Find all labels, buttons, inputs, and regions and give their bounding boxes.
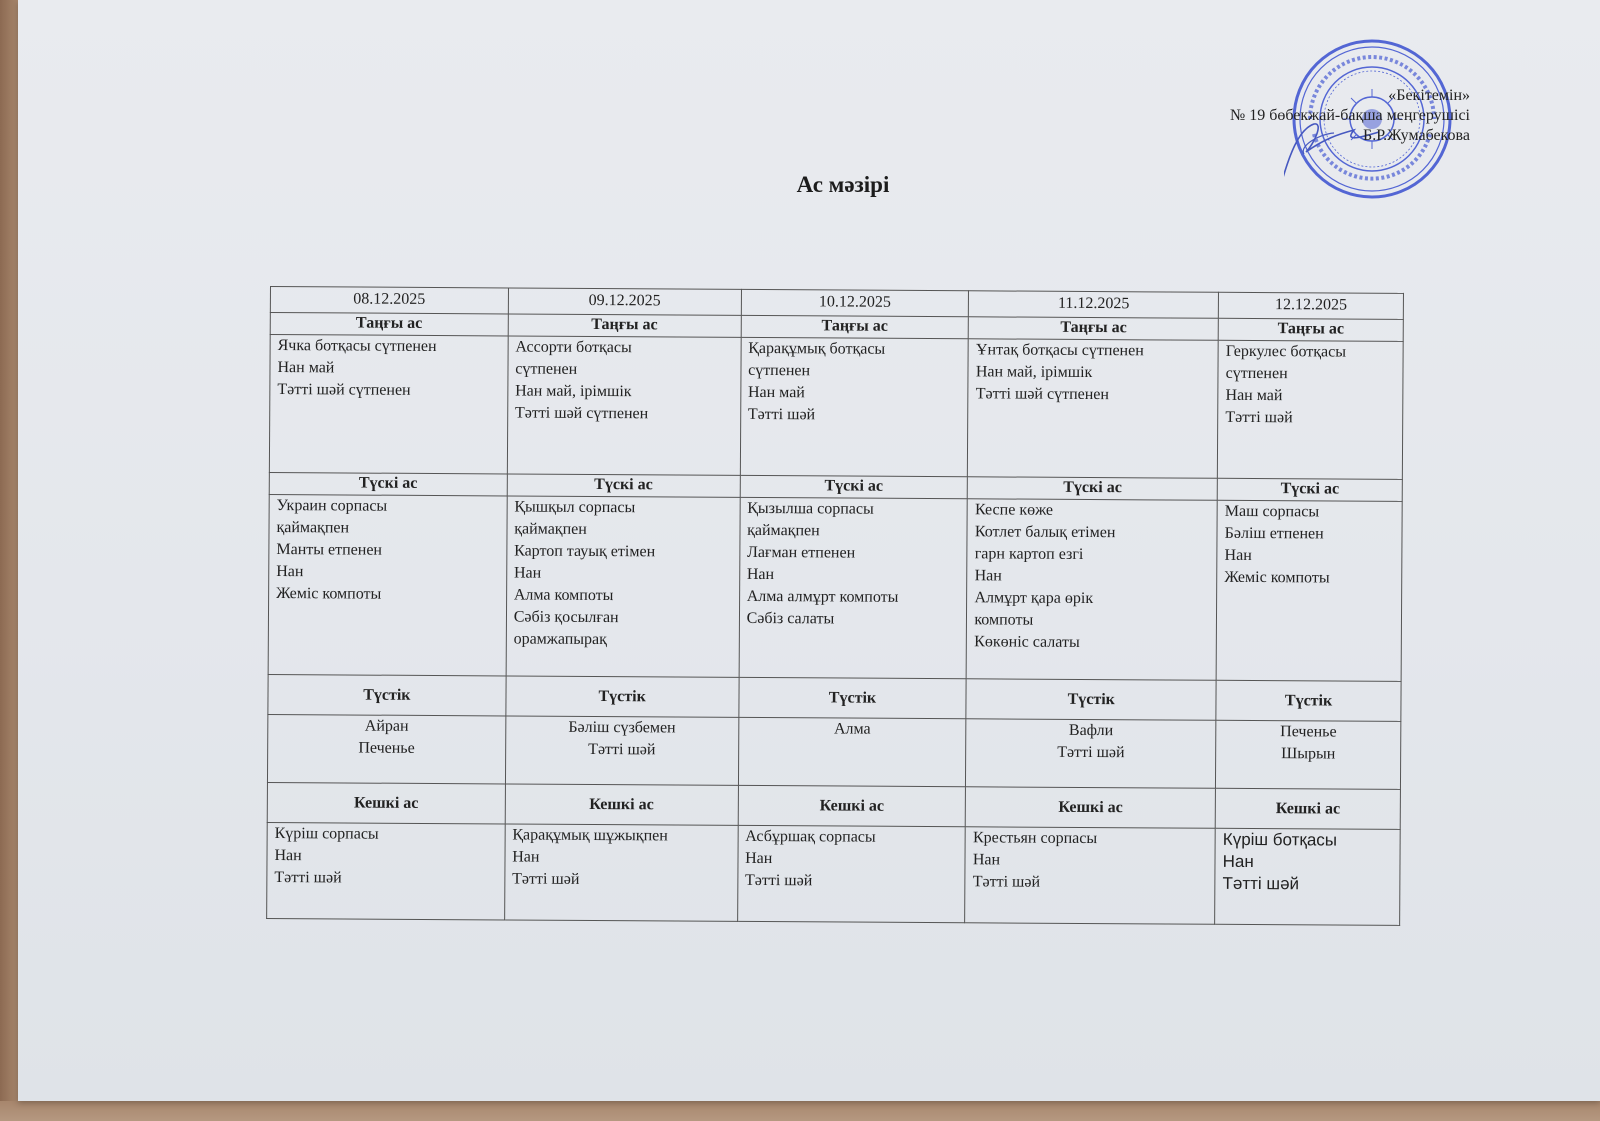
meal-header: Таңғы ас <box>969 317 1219 341</box>
dish-item: Тәтті шәй <box>747 405 816 424</box>
meal-header: Таңғы ас <box>508 314 741 337</box>
dishes-cell <box>738 717 966 786</box>
meal-header: Кешкі ас <box>1215 788 1400 829</box>
date-cell: 10.12.2025 <box>741 289 969 316</box>
dishes-row <box>268 494 1402 681</box>
dish-item: Нан <box>1224 546 1252 565</box>
dish-item: Нан <box>745 849 773 868</box>
dish-item: қаймақпен <box>276 519 350 537</box>
dishes-row <box>267 714 1400 789</box>
date-cell: 11.12.2025 <box>969 291 1219 319</box>
dish-item: Тәтті шәй <box>744 871 813 890</box>
dish-item: Нан <box>276 563 304 581</box>
dish-item: Тәтті шәй <box>274 869 342 887</box>
dish-item: гарн картоп езгі <box>974 545 1084 563</box>
dishes-cell <box>966 499 1217 681</box>
meal-header: Түскі ас <box>269 472 507 495</box>
dish-item: Нан май <box>277 359 335 377</box>
dish-item: Алмұрт қара өрік <box>974 589 1094 608</box>
dish-item: Алма компоты <box>513 586 614 605</box>
dish-item: Күріш ботқасы <box>1222 829 1338 850</box>
dish-item: Көкөніс салаты <box>974 633 1080 651</box>
dish-item: Алма алмұрт компоты <box>746 587 899 606</box>
dish-item: Айран <box>364 717 409 735</box>
dish-item: Крестьян сорпасы <box>972 829 1098 848</box>
dish-item: сүтпенен <box>748 361 811 380</box>
meal-header: Түскі ас <box>1217 478 1402 501</box>
dish-item: Тәтті шәй сүтпенен <box>277 381 411 399</box>
dishes-cell <box>1216 720 1401 789</box>
dish-item: Тәтті шәй <box>1222 873 1300 894</box>
dishes-cell <box>1216 500 1402 681</box>
meal-header: Түскі ас <box>507 474 740 497</box>
menu-table <box>266 286 1404 926</box>
dish-item: Сәбіз салаты <box>746 609 835 628</box>
dishes-cell <box>966 719 1216 789</box>
date-cell: 08.12.2025 <box>270 287 508 314</box>
date-cell: 12.12.2025 <box>1219 292 1404 319</box>
dish-item: Бәліш сүзбемен <box>568 718 676 737</box>
dishes-cell <box>268 494 507 675</box>
meal-header: Кешкі ас <box>505 784 738 825</box>
dish-item: Алма <box>833 720 871 738</box>
dishes-cell <box>267 714 505 783</box>
meal-header-row <box>268 674 1401 721</box>
approval-position: № 19 бөбекжай-бақша меңгерушісі <box>1229 107 1470 124</box>
menu-document <box>18 0 1600 1101</box>
meal-header: Кешкі ас <box>267 782 505 823</box>
meal-header: Түстік <box>966 679 1216 721</box>
dishes-cell <box>505 716 738 785</box>
dish-item: Котлет балық етімен <box>974 523 1116 542</box>
dishes-cell <box>740 337 969 476</box>
dish-item: Жеміс компоты <box>1224 568 1330 587</box>
document-title: Ас мәзірі <box>796 172 890 197</box>
dish-item: Кеспе көже <box>974 501 1054 519</box>
dish-item: Тәтті шәй <box>1225 408 1293 427</box>
meal-header: Түстік <box>506 676 739 717</box>
dish-item: Нан май, ірімшік <box>975 363 1093 382</box>
dish-item: Нан <box>972 851 1001 869</box>
meal-header: Түскі ас <box>968 477 1218 501</box>
meal-header: Таңғы ас <box>1218 318 1403 341</box>
dish-item: Нан <box>1222 851 1254 872</box>
dishes-cell <box>1218 340 1404 479</box>
approval-heading: «Бекітемін» <box>1388 87 1470 104</box>
dish-item: Вафли <box>1068 721 1114 740</box>
dish-item: Нан <box>513 564 542 582</box>
dish-item: Геркулес ботқасы <box>1225 342 1347 361</box>
dish-item: Печенье <box>1280 723 1337 741</box>
dish-item: Бәліш етпенен <box>1224 524 1324 543</box>
meal-header: Кешкі ас <box>966 787 1216 829</box>
dish-item: Нан <box>746 565 775 584</box>
approval-name: Б.Р.Жумабекова <box>1363 127 1470 144</box>
dish-item: Нан <box>274 847 302 865</box>
dishes-cell <box>504 824 737 921</box>
dish-item: Күріш сорпасы <box>274 825 379 843</box>
dish-item: Шырын <box>1281 745 1336 763</box>
dish-item: Қарақұмық ботқасы <box>748 339 886 358</box>
dish-item: Тәтті шәй <box>588 740 656 759</box>
dish-item: Тәтті шәй <box>512 870 580 888</box>
dishes-cell <box>506 496 740 677</box>
dish-item: Печенье <box>358 739 415 757</box>
dishes-cell <box>507 336 741 475</box>
dishes-row <box>269 335 1403 480</box>
dish-item: Сәбіз қосылған <box>513 608 619 627</box>
date-cell: 09.12.2025 <box>508 288 741 315</box>
dish-item: Лағман етпенен <box>746 543 856 562</box>
dishes-row <box>267 822 1401 925</box>
dish-item: Манты етпенен <box>276 541 383 559</box>
desk-surface-bottom <box>0 1101 1600 1121</box>
dish-item: Ячка ботқасы сүтпенен <box>277 337 437 356</box>
dishes-cell <box>267 822 505 919</box>
dish-item: Тәтті шәй <box>972 873 1041 891</box>
approval-block <box>1230 86 1470 146</box>
dish-item: Нан май <box>747 383 805 402</box>
dishes-cell <box>965 827 1215 925</box>
meal-header: Таңғы ас <box>270 313 508 336</box>
dish-item: Асбұршақ сорпасы <box>745 827 876 846</box>
dish-item: Картоп тауық етімен <box>514 542 656 561</box>
dish-item: қаймақпен <box>747 521 820 540</box>
dish-item: компоты <box>974 611 1034 629</box>
dishes-cell <box>739 497 968 678</box>
dish-item: орамжапырақ <box>513 630 608 649</box>
dishes-cell <box>269 335 508 474</box>
dish-item: Нан май <box>1225 386 1283 405</box>
dish-item: сүтпенен <box>1225 364 1288 383</box>
dishes-cell <box>737 825 965 922</box>
dish-item: Қышқыл сорпасы <box>514 498 636 517</box>
meal-header: Кешкі ас <box>738 785 966 826</box>
dish-item: Нан май, ірімшік <box>515 382 632 401</box>
dish-item: Тәтті шәй сүтпенен <box>514 404 649 423</box>
dishes-cell <box>968 339 1219 479</box>
dishes-cell <box>1215 828 1400 925</box>
dish-item: Ұнтақ ботқасы сүтпенен <box>975 341 1144 360</box>
dish-item: Қызылша сорпасы <box>747 499 874 518</box>
dish-item: Қарақұмық шұжықпен <box>512 826 668 845</box>
dish-item: Тәтті шәй <box>1057 743 1125 762</box>
meal-header: Таңғы ас <box>741 315 969 338</box>
meal-header: Түстік <box>268 674 506 715</box>
meal-header: Түстік <box>738 677 966 718</box>
meal-header: Түстік <box>1216 680 1401 721</box>
dish-item: Жеміс компоты <box>276 585 382 603</box>
dish-item: Украин сорпасы <box>276 497 388 515</box>
dish-item: Нан <box>974 567 1002 585</box>
dish-item: Нан <box>512 848 540 866</box>
dish-item: Ассорти ботқасы <box>515 338 632 357</box>
dish-item: Маш сорпасы <box>1224 502 1320 521</box>
meal-header: Түскі ас <box>740 475 968 498</box>
dish-item: Тәтті шәй сүтпенен <box>975 385 1110 404</box>
dish-item: қаймақпен <box>514 520 587 538</box>
dish-item: сүтпенен <box>515 360 578 378</box>
desk-surface-left <box>0 0 18 1121</box>
meal-header-row <box>267 782 1400 829</box>
